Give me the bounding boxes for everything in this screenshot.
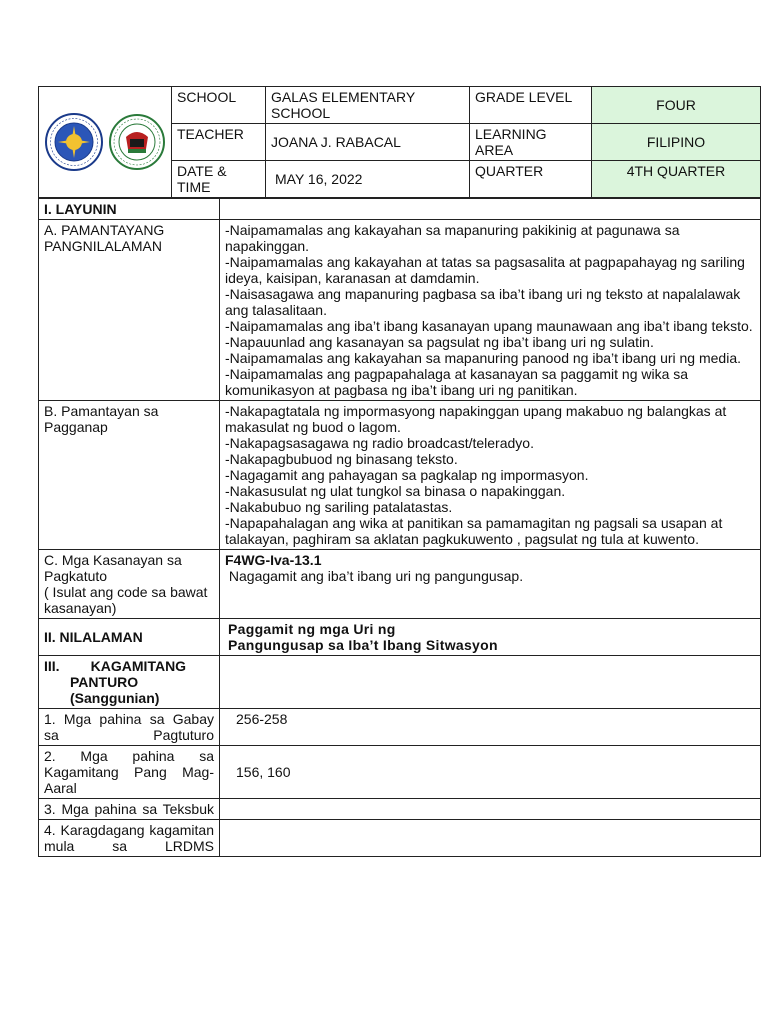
competency-text: Nagagamit ang iba’t ibang uri ng pangungusap. bbox=[225, 568, 524, 584]
list-item: -Naipamamalas ang kakayahan sa mapanuring panood ng iba’t ibang uri ng media. bbox=[225, 350, 741, 366]
kagamitang-line2: PANTURO bbox=[70, 674, 139, 690]
kagamitang-panturo-label bbox=[39, 656, 220, 709]
list-item: -Nakapagbubuod ng binasang teksto. bbox=[225, 451, 458, 467]
school-seal-icon bbox=[108, 113, 166, 171]
list-item: -Naipamamalas ang kakayahan at tatas sa pagsasalita at pagpapahayag ng sariling ideya, kaisipan, karanasan at damdamin. bbox=[225, 254, 745, 286]
kasanayan-label-line1: C. Mga Kasanayan sa Pagkatuto bbox=[44, 552, 182, 584]
body-table bbox=[38, 198, 761, 857]
school-value: GALAS ELEMENTARY SCHOOL bbox=[266, 87, 470, 124]
area-value: FILIPINO bbox=[592, 124, 761, 161]
kasanayan-label bbox=[39, 550, 220, 619]
lrdms-value bbox=[220, 820, 761, 857]
grade-value: FOUR bbox=[592, 87, 761, 124]
date-label: DATE & TIME bbox=[172, 161, 266, 198]
kagamitang-line3: (Sanggunian) bbox=[70, 690, 160, 706]
gabay-pagtuturo-value: 256-258 bbox=[220, 709, 761, 746]
pamantayan-sa-pagganap-content bbox=[220, 401, 761, 550]
school-label: SCHOOL bbox=[172, 87, 266, 124]
kagamitang-mag-aaral-value: 156, 160 bbox=[220, 746, 761, 799]
gabay-pagtuturo-label: 1. Mga pahina sa Gabay sa Pagtuturo bbox=[39, 709, 220, 746]
topic-line1: Paggamit ng mga Uri ng bbox=[228, 621, 396, 637]
teacher-value: JOANA J. RABACAL bbox=[266, 124, 470, 161]
list-item: -Naipamamalas ang kakayahan sa mapanuring pakikinig at pagunawa sa napakinggan. bbox=[225, 222, 680, 254]
teksbuk-label: 3. Mga pahina sa Teksbuk bbox=[39, 799, 220, 820]
competency-code: F4WG-Iva-13.1 bbox=[225, 552, 322, 568]
kasanayan-content bbox=[220, 550, 761, 619]
lrdms-label: 4. Karagdagang kagamitan mula sa LRDMS bbox=[39, 820, 220, 857]
pamantayang-pangnilalaman-content bbox=[220, 220, 761, 401]
pamantayan-sa-pagganap-label: B. Pamantayan sa Pagganap bbox=[39, 401, 220, 550]
teksbuk-value bbox=[220, 799, 761, 820]
list-item: -Naipamamalas ang pagpapahalaga at kasanayan sa paggamit ng wika sa komunikasyon at pagbasa ng iba’t ibang uri ng panitikan. bbox=[225, 366, 689, 398]
list-item: -Nakabubuo ng sariling patalatastas. bbox=[225, 499, 453, 515]
header-table bbox=[38, 86, 761, 198]
list-item: -Napapahalagan ang wika at panitikan sa pamamagitan ng pagsali sa usapan at talakayan, paghiram sa aklatan pagkukuwento , pagsulat ng tula at kuwento. bbox=[225, 515, 723, 547]
layunin-title: I. LAYUNIN bbox=[39, 199, 220, 220]
deped-seal-icon bbox=[44, 112, 104, 172]
list-item: -Naipamamalas ang iba’t ibang kasanayan upang maunawaan ang iba’t ibang teksto. bbox=[225, 318, 753, 334]
pamantayang-pangnilalaman-label: A. PAMANTAYANG PANGNILALAMAN bbox=[39, 220, 220, 401]
kagamitang-mag-aaral-label: 2. Mga pahina sa Kagamitang Pang Mag-Aaral bbox=[39, 746, 220, 799]
list-item: -Nakapagsasagawa ng radio broadcast/teleradyo. bbox=[225, 435, 534, 451]
nilalaman-title: II. NILALAMAN bbox=[39, 619, 220, 656]
quarter-label: QUARTER bbox=[470, 161, 592, 198]
area-label: LEARNING AREA bbox=[470, 124, 592, 161]
grade-label: GRADE LEVEL bbox=[470, 87, 592, 124]
list-item: -Nakapagtatala ng impormasyong napakinggan upang makabuo ng balangkas at makasulat ng buod o lagom. bbox=[225, 403, 727, 435]
kagamitang-empty bbox=[220, 656, 761, 709]
kasanayan-label-line2: ( Isulat ang code sa bawat kasanayan) bbox=[44, 584, 208, 616]
list-item: -Napauunlad ang kasanayan sa pagsulat ng iba’t ibang uri ng sulatin. bbox=[225, 334, 654, 350]
logos-cell bbox=[39, 87, 172, 198]
topic-line2: Pangungusap sa Iba’t Ibang Sitwasyon bbox=[228, 637, 498, 653]
list-item: -Naisasagawa ang mapanuring pagbasa sa iba’t ibang uri ng teksto at napalalawak ang talasalitaan. bbox=[225, 286, 741, 318]
lesson-plan-document bbox=[38, 86, 760, 857]
kagamitang-line1: III. KAGAMITANG bbox=[44, 658, 187, 674]
quarter-value: 4TH QUARTER bbox=[592, 161, 761, 198]
nilalaman-content bbox=[220, 619, 761, 656]
date-value: MAY 16, 2022 bbox=[266, 161, 470, 198]
list-item: -Nakasusulat ng ulat tungkol sa binasa o napakinggan. bbox=[225, 483, 566, 499]
list-item: -Nagagamit ang pahayagan sa pagkalap ng impormasyon. bbox=[225, 467, 589, 483]
teacher-label: TEACHER bbox=[172, 124, 266, 161]
layunin-empty bbox=[220, 199, 761, 220]
